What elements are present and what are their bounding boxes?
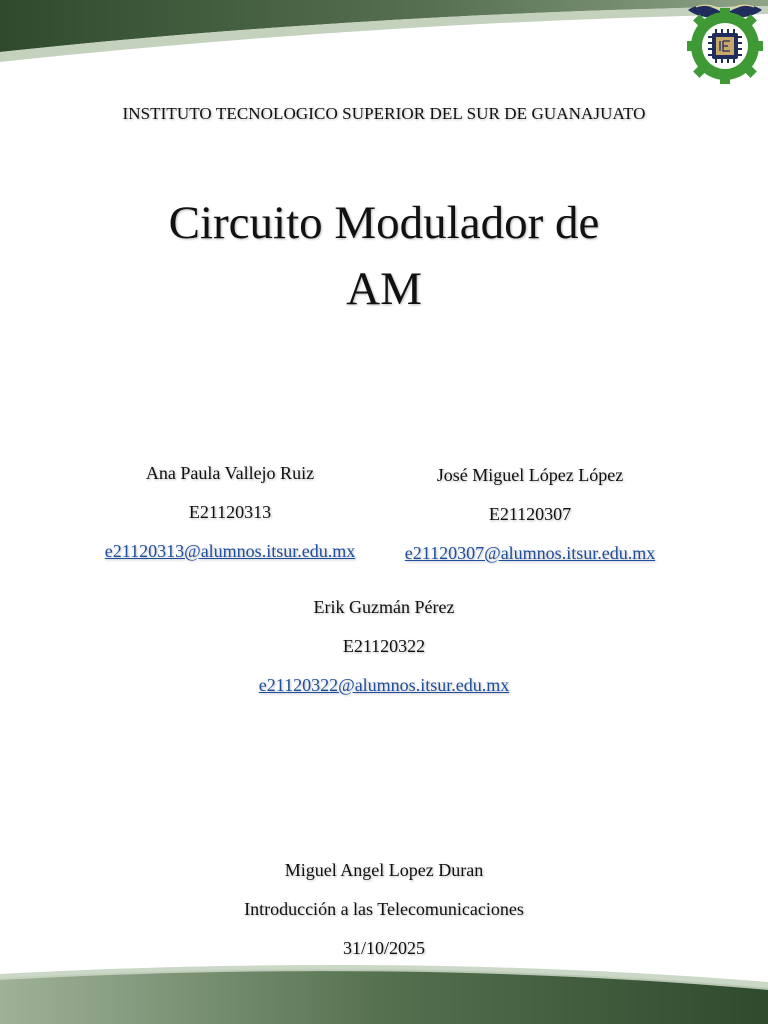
teacher-name: Miguel Angel Lopez Duran	[284, 860, 484, 880]
document-title	[0, 190, 768, 322]
course-name: Introducción a las Telecomunicaciones	[244, 899, 524, 919]
author-email-link[interactable]: e21120322@alumnos.itsur.edu.mx	[258, 675, 510, 695]
institute-name: INSTITUTO TECNOLOGICO SUPERIOR DEL SUR DE GUANAJUATO	[122, 104, 646, 123]
footer-wave-band	[0, 960, 768, 1024]
author-block-1	[80, 454, 380, 571]
institution-logo-icon	[682, 0, 768, 88]
author-email-link[interactable]: e21120307@alumnos.itsur.edu.mx	[404, 543, 656, 563]
author-email-link[interactable]: e21120313@alumnos.itsur.edu.mx	[104, 541, 356, 561]
document-date: 31/10/2025	[342, 938, 425, 958]
title-line-1: Circuito Modulador de	[168, 197, 600, 249]
author-id: E21120307	[488, 504, 572, 524]
author-name: José Miguel López López	[436, 465, 624, 485]
author-block-2	[380, 456, 680, 573]
author-id: E21120313	[188, 502, 272, 522]
author-block-3	[234, 588, 534, 705]
author-id: E21120322	[342, 636, 426, 656]
footer-info	[0, 851, 768, 968]
author-name: Ana Paula Vallejo Ruiz	[145, 463, 315, 483]
author-name: Erik Guzmán Pérez	[313, 597, 455, 617]
title-line-2: AM	[346, 263, 422, 315]
header-wave-band	[0, 0, 768, 70]
